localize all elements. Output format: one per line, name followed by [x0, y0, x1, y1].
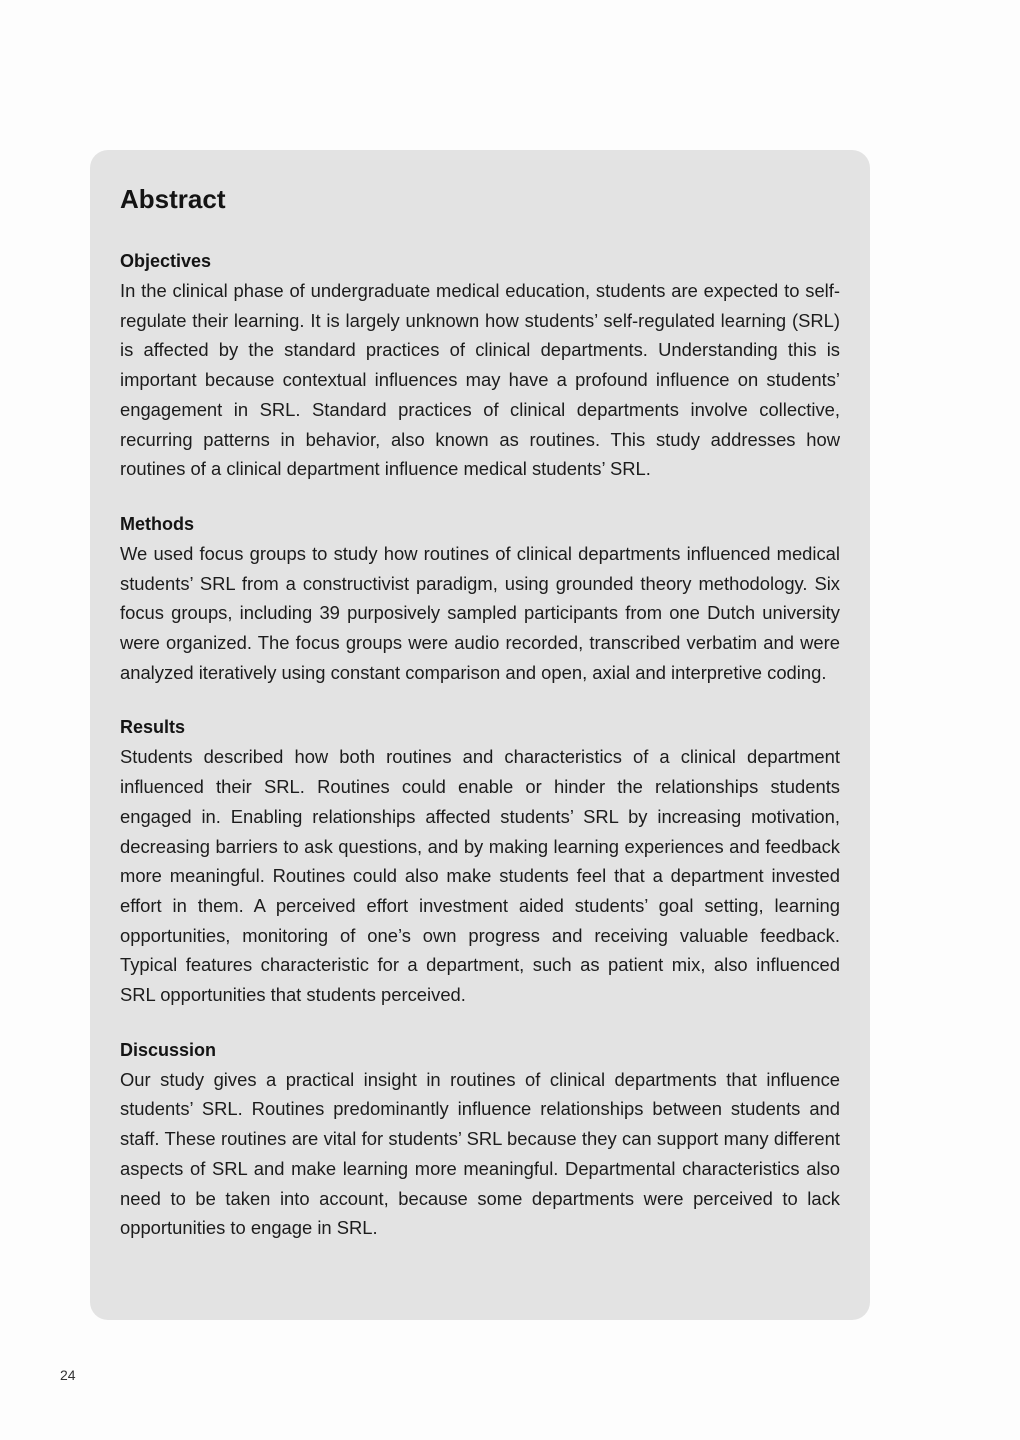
section-heading-discussion: Discussion [120, 1039, 217, 1060]
abstract-title: Abstract [120, 184, 226, 214]
section-objectives [120, 246, 840, 484]
section-body-objectives: In the clinical phase of undergraduate medical education, students are expected to self-regulate their learning. It is largely unknown how students’ self-regulated learning (SRL) is affected by the standard practices of clinical departments. Understanding this is important because contextual influences may have a profound influence on students’ engagement in SRL. Standard practices of clinical departments involve collective, recurring patterns in behavior, also known as routines. This study addresses how routines of a clinical department influence medical students’ SRL. [120, 280, 840, 480]
section-body-results: Students described how both routines and characteristics of a clinical department influenced their SRL. Routines could enable or hinder the relationships students engaged in. Enabling relationships affected students’ SRL by increasing motivation, decreasing barriers to ask questions, and by making learning experiences and feedback more meaningful. Routines could also make students feel that a department invested effort in them. A perceived effort investment aided students’ goal setting, learning opportunities, monitoring of one’s own progress and receiving valuable feedback. Typical features characteristic for a department, such as patient mix, also influenced SRL opportunities that students perceived. [120, 746, 840, 1006]
section-heading-objectives: Objectives [120, 251, 212, 271]
section-body-methods: We used focus groups to study how routines of clinical departments influenced medical students’ SRL from a constructivist paradigm, using grounded theory methodology. Six focus groups, including 39 purposively sampled participants from one Dutch university were organized. The focus groups were audio recorded, transcribed verbatim and were analyzed iteratively using constant comparison and open, axial and interpretive coding. [120, 542, 840, 683]
section-heading-results: Results [120, 717, 186, 738]
section-discussion [120, 1035, 840, 1243]
section-body-discussion: Our study gives a practical insight in routines of clinical departments that influence students’ SRL. Routines predominantly influence relationships between students and staff. These routines are vital for students’ SRL because they can support many different aspects of SRL and make learning more meaningful. Departmental characteristics also need to be taken into account, because some departments were perceived to lack opportunities to engage in SRL. [120, 1068, 840, 1239]
section-methods [120, 509, 840, 688]
page-number: 24 [60, 1367, 76, 1383]
section-results [120, 712, 840, 1009]
section-heading-methods: Methods [120, 513, 194, 534]
abstract-box [90, 150, 870, 1320]
